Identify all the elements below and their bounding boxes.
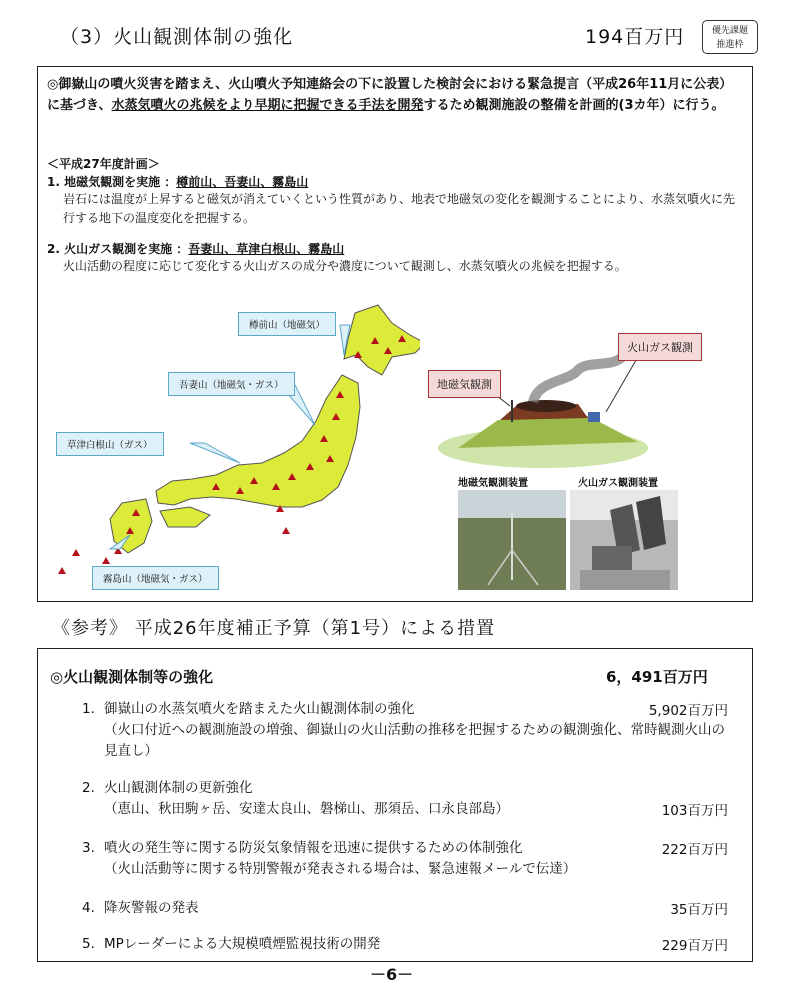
reference-title: 《参考》 平成26年度補正予算（第1号）による措置 (52, 618, 496, 639)
ref-item-amount: 103百万円 (661, 803, 728, 819)
map-label-azuma: 吾妻山（地磁気・ガス） (168, 372, 295, 396)
plan-item-label: 1. 地磁気観測を実施 ： (47, 175, 177, 189)
ref-item-amount: 5,902百万円 (648, 703, 728, 719)
plan-item-targets: 樽前山、吾妻山、霧島山 (176, 175, 309, 189)
ref-item-num: 1. (82, 701, 95, 717)
plan-heading: ＜平成27年度計画＞ (47, 157, 160, 171)
ref-item-num: 5. (82, 936, 95, 952)
badge-line2: 推進枠 (716, 40, 744, 50)
section-title: （3）火山観測体制の強化 (60, 26, 294, 48)
photo2-caption: 火山ガス観測装置 (578, 478, 658, 489)
ref-item-sub: （火山活動等に関する特別警報が発表される場合は、緊急速報メールで伝達） (104, 861, 577, 877)
ref-item-text: 火山観測体制の更新強化 (104, 780, 253, 796)
plan-item-desc: 火山活動の程度に応じて変化する火山ガスの成分や濃度について観測し、水蒸気噴火の兆候を把握する。 (63, 259, 627, 273)
lead-underlined: 水蒸気噴火の兆候をより早期に把握できる手法を開発 (111, 98, 424, 113)
lead-prefix: ◎御嶽山の噴火災害を踏まえ、火山噴火予知連絡会の下に設置した検討会における緊急提言（平成26年11月に公表）に基づき、 (47, 77, 733, 113)
ref-item-sub: （火口付近への観測施設の増強、御嶽山の火山活動の推移を把握するための観測強化、常時観測火山の見直し） (104, 722, 725, 759)
gas-callout: 火山ガス観測 (618, 333, 702, 361)
plan-item-1 (47, 173, 741, 228)
section-budget: 194百万円 (585, 26, 685, 48)
plan-item-label: 2. 火山ガス観測を実施 ： (47, 242, 189, 256)
mag-callout: 地磁気観測 (428, 370, 501, 398)
plan-item-targets: 吾妻山、草津白根山、霧島山 (188, 242, 345, 256)
lead-suffix: するため観測施設の整備を計画的(3カ年）に行う。 (423, 98, 725, 113)
reference-box-title: ◎火山観測体制等の強化 (50, 668, 214, 686)
photo-gas-sensor (570, 490, 678, 590)
ref-item-num: 4. (82, 900, 95, 916)
ref-item-sub: （恵山、秋田駒ヶ岳、安達太良山、磐梯山、那須岳、口永良部島） (104, 801, 509, 817)
map-label-kusatsu: 草津白根山（ガス） (56, 432, 164, 456)
ref-item-text: 噴火の発生等に関する防災気象情報を迅速に提供するための体制強化 (104, 840, 523, 856)
photo1-caption: 地磁気観測装置 (458, 478, 528, 489)
photo-magnetometer (458, 490, 566, 590)
ref-item-text: MPレーダーによる大規模噴煙監視技術の開発 (104, 936, 381, 952)
page-number: －6－ (370, 965, 414, 984)
badge-line1: 優先課題 (711, 26, 748, 36)
priority-badge (702, 20, 758, 54)
ref-item-amount: 229百万円 (661, 938, 728, 954)
ref-item-amount: 35百万円 (670, 902, 728, 918)
lead-paragraph (47, 74, 741, 116)
ref-item-text: 御嶽山の水蒸気噴火を踏まえた火山観測体制の強化 (104, 701, 415, 717)
plan-item-desc: 岩石には温度が上昇すると磁気が消えていくという性質があり、地表で地磁気の変化を観測することにより、水蒸気噴火に先行する地下の温度変化を把握する。 (63, 192, 736, 225)
plan-item-2 (47, 240, 741, 276)
map-label-kirishima: 霧島山（地磁気・ガス） (92, 566, 219, 590)
ref-item-num: 2. (82, 780, 95, 796)
ref-item-num: 3. (82, 840, 95, 856)
reference-box-total: 6，491百万円 (606, 668, 708, 686)
ref-item-text: 降灰警報の発表 (104, 900, 199, 916)
map-label-tarumae: 樽前山（地磁気） (238, 312, 336, 336)
ref-item-amount: 222百万円 (661, 842, 728, 858)
